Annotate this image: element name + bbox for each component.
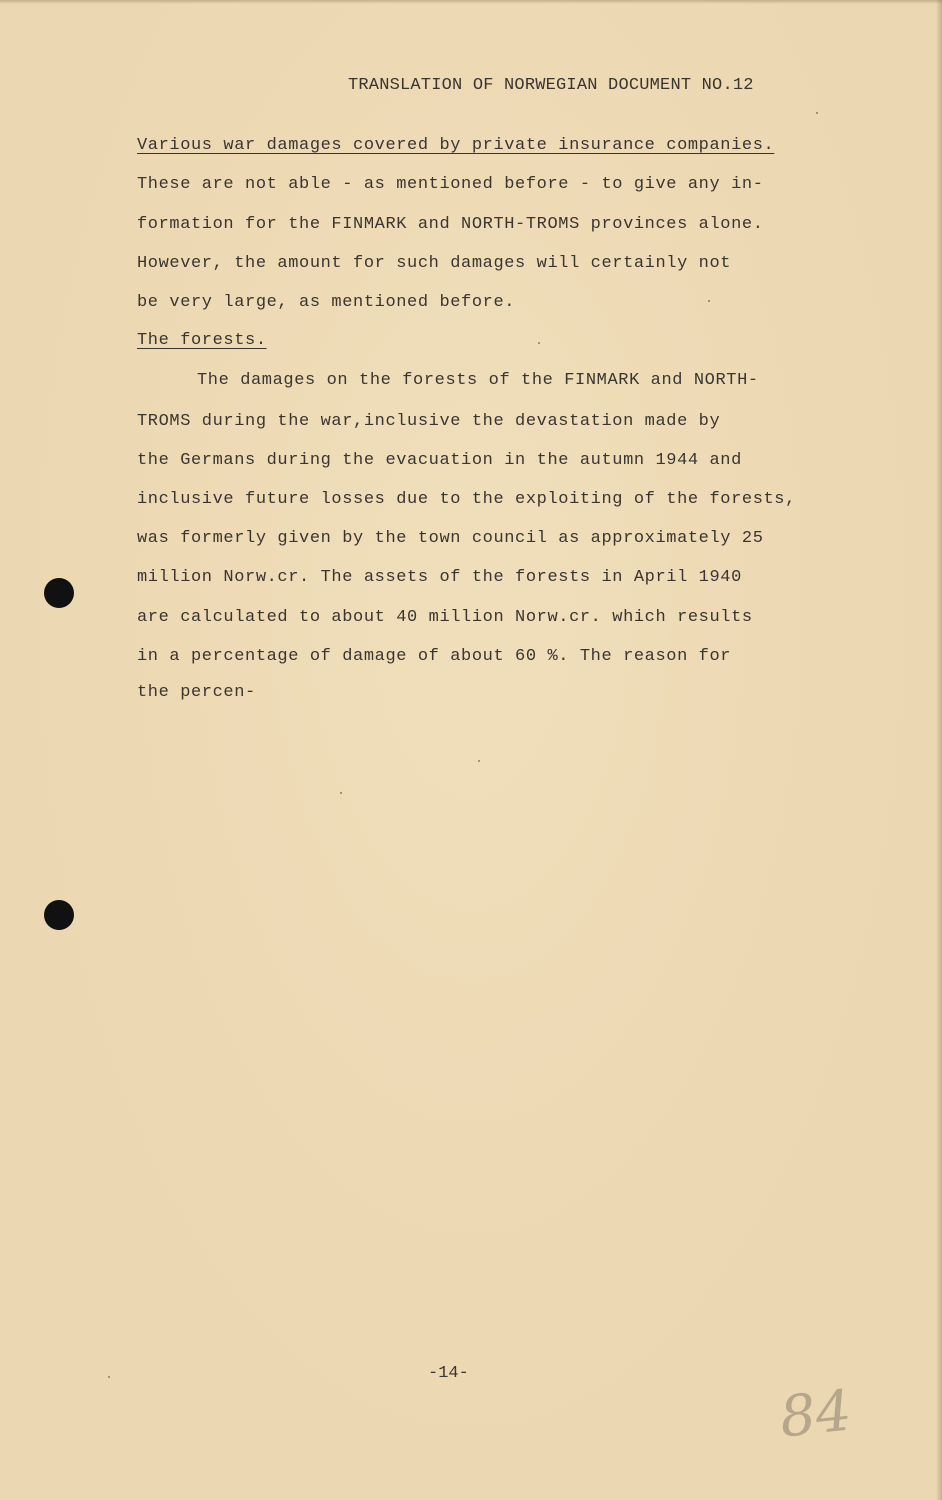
text-line: TROMS during the war,inclusive the devastation made by	[137, 412, 721, 431]
section-heading-forests: The forests.	[137, 331, 267, 350]
text-line: million Norw.cr. The assets of the forests in April 1940	[137, 568, 742, 587]
paper-speck	[816, 112, 818, 114]
document-header: TRANSLATION OF NORWEGIAN DOCUMENT NO.12	[348, 76, 754, 95]
page-number: -14-	[428, 1364, 469, 1383]
punch-hole	[44, 900, 74, 930]
text-line: the Germans during the evacuation in the autumn 1944 and	[137, 451, 742, 470]
text-line: However, the amount for such damages will certainly not	[137, 254, 732, 273]
text-line: formation for the FINMARK and NORTH-TROMS provinces alone.	[137, 215, 764, 234]
paper-speck	[478, 760, 480, 762]
text-line: The damages on the forests of the FINMARK and NORTH-	[197, 371, 759, 390]
paper-speck	[108, 1376, 110, 1378]
text-line: was formerly given by the town council as approximately 25	[137, 529, 764, 548]
text-line: in a percentage of damage of about 60 %. The reason for	[137, 647, 732, 666]
section-heading-insurance: Various war damages covered by private insurance companies.	[137, 136, 775, 155]
page-edge-right	[936, 0, 942, 1500]
page-edge-top	[0, 0, 942, 4]
paper-speck	[708, 300, 710, 302]
punch-hole	[44, 578, 74, 608]
text-line: the percen-	[137, 683, 256, 702]
paper-speck	[538, 342, 540, 344]
paper-speck	[340, 792, 342, 794]
text-line: are calculated to about 40 million Norw.cr. which results	[137, 608, 753, 627]
text-line: inclusive future losses due to the exploiting of the forests,	[137, 490, 796, 509]
text-line: be very large, as mentioned before.	[137, 293, 516, 312]
text-line: These are not able - as mentioned before - to give any in-	[137, 175, 764, 194]
handwritten-page-number: 84	[776, 1378, 855, 1451]
